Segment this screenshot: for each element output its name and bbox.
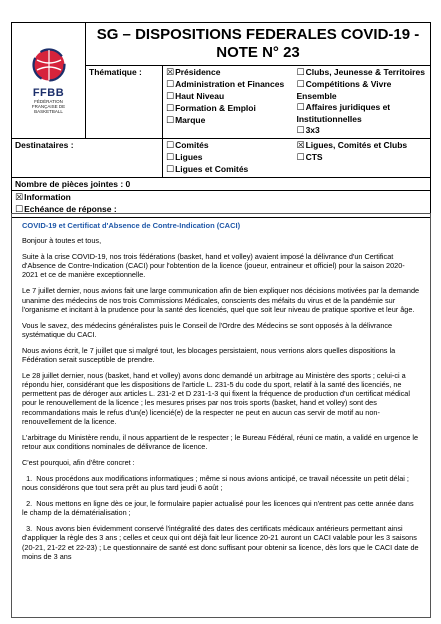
document-body — [11, 213, 431, 618]
body-paragraph: L'arbitrage du Ministère rendu, il nous appartient de le respecter ; le Bureau Fédéral, réuni ce matin, a validé en urgence le retour aux conditions nominales de délivrance de licence. — [22, 432, 421, 451]
thematique-option-label: Administration et Finances — [175, 79, 285, 89]
body-paragraph: Le 28 juillet dernier, nous (basket, hand et volley) avons donc demandé un arbitrage au Ministère des sports ; celui-ci a répondu hier, considérant que les dispositions de l'article L. 231-5 du code du sport, relatif à la santé des licenciés, ne permettent pas de déroger aux articles L. 231-2 et D 231-1-3 qui fixent la fréquence de production d'un certificat médical pour le renouvellement de la licence ; les mesures prises par nos trois sports (basket, hand et volley) sont des recommandations mais le refus d'un(e) licencié(e) de la respecter ne peut en aucun cas servir de motif au non-renouvellement de la licence. — [22, 371, 412, 426]
body-paragraph: 1. Nous procédons aux modifications informatiques ; même si nous avions anticipé, ce travail nécessite un petit délai ; nous considérons que tout sera prêt au plus tard jeudi 6 août ; — [22, 473, 411, 493]
unchecked-box-icon[interactable]: ☐ — [296, 126, 305, 136]
info-option — [15, 192, 427, 204]
destinataire-option — [166, 140, 297, 152]
checked-box-icon[interactable]: ☒ — [15, 193, 24, 203]
body-paragraphs — [22, 236, 420, 561]
destinataire-option — [166, 152, 297, 164]
destinataire-option-label: Comités — [175, 140, 209, 150]
unchecked-box-icon[interactable]: ☐ — [296, 68, 305, 78]
ffbb-logo-icon — [32, 48, 66, 82]
thematique-option-label: Compétitions & Vivre Ensemble — [296, 79, 392, 101]
logo-name: FFBB — [32, 86, 65, 99]
unchecked-box-icon[interactable]: ☐ — [166, 116, 175, 126]
unchecked-box-icon[interactable]: ☐ — [296, 103, 305, 113]
unchecked-box-icon[interactable]: ☐ — [296, 153, 305, 163]
unchecked-box-icon[interactable]: ☐ — [296, 80, 305, 90]
destinataire-option-label: Ligues, Comités et Clubs — [305, 140, 408, 150]
body-paragraph: 3. Nous avons bien évidemment conservé l'intégralité des dates des certificats médicaux antérieurs permettant ainsi d'appliquer la règle des 3 ans ; celles et ceux qui ont déjà fait leur licence 20-21 auront un CACI valable pour les 3 saisons (20-21, 21-22 et 22-23) ; Le questionnaire de santé est donc suffisant pour obtenir sa licence, dès lors que le CACI date de moins de 3 ans — [22, 524, 421, 561]
unchecked-box-icon[interactable]: ☐ — [166, 92, 175, 102]
thematique-option-label: Présidence — [175, 67, 221, 77]
destinataire-option-label: CTS — [305, 152, 323, 162]
info-option-label: Information — [24, 192, 71, 202]
thematique-option — [166, 67, 297, 79]
body-paragraph: Suite à la crise COVID-19, nos trois fédérations (basket, hand et volley) avaient imposé la délivrance d'un Certificat d'Absence de Contre-Indication (CACI) pour l'obtention de la licence (joueur, entraineur et officiel) pour la saison 2020-2021 et ce de manière exceptionnelle. — [22, 252, 405, 280]
destinataires-column-1 — [166, 140, 297, 176]
destinataires-label: Destinataires : — [12, 139, 163, 178]
thematique-option-label: 3x3 — [305, 125, 320, 135]
title-line-1: SG – DISPOSITIONS FEDERALES COVID-19 - — [96, 26, 420, 43]
thematique-option — [166, 79, 297, 91]
body-paragraph: Vous le savez, des médecins généralistes puis le Conseil de l'Ordre des Médecins se sont opposés à la délivrance systématique du CACI. — [22, 320, 395, 339]
destinataire-option — [297, 140, 428, 152]
body-paragraph: Bonjour à toutes et tous, — [22, 236, 102, 246]
unchecked-box-icon[interactable]: ☐ — [166, 104, 175, 114]
logo-subtitle-2: FRANÇAISE DE — [31, 103, 66, 109]
thematique-option — [166, 103, 297, 115]
body-paragraph: Nous avions écrit, le 7 juillet que si malgré tout, les blocages persistaient, nous verrions alors quelles dispositions la Fédération serait susceptible de prendre. — [22, 345, 398, 365]
unchecked-box-icon[interactable]: ☐ — [166, 165, 175, 175]
document-title — [86, 23, 431, 66]
thematique-option-label: Marque — [175, 115, 206, 125]
thematique-options — [163, 66, 431, 139]
destinataire-option-label: Ligues — [175, 152, 203, 162]
thematique-column-1 — [166, 67, 297, 137]
header-table — [11, 22, 431, 218]
checked-box-icon[interactable]: ☒ — [166, 68, 175, 78]
unchecked-box-icon[interactable]: ☐ — [166, 80, 175, 90]
body-paragraph: Le 7 juillet dernier, nous avions fait une large communication afin de bien expliquer nos décisions motivées par la demande unanime des médecins de nos trois Commissions Médicales, conscients des méfaits du virus et de la pandémie sur l'organisme et incitant à la prudence pour la santé des licenciés, quel que soit leur niveau de pratique sportive et leur âge. — [22, 286, 422, 314]
thematique-label: Thématique : — [86, 66, 163, 139]
thematique-option — [297, 102, 428, 125]
logo-cell — [12, 23, 86, 139]
logo-subtitle-3: BASKETBALL — [34, 108, 63, 114]
thematique-option — [297, 67, 428, 79]
thematique-column-2 — [297, 67, 428, 137]
destinataire-option — [166, 164, 297, 176]
thematique-option — [297, 125, 428, 137]
destinataires-options — [163, 139, 431, 178]
body-title: COVID-19 et Certificat d'Absence de Contre-Indication (CACI) — [22, 221, 241, 230]
thematique-option-label: Clubs, Jeunesse & Territoires — [305, 67, 425, 77]
info-option-label: Echéance de réponse : — [24, 204, 117, 214]
thematique-option-label: Formation & Emploi — [175, 103, 256, 113]
body-paragraph: 2. Nous mettons en ligne dès ce jour, le formulaire papier actualisé pour les licences qui n'entrent pas cette année dans le champ de la dématérialisation ; — [22, 499, 416, 518]
thematique-option-label: Haut Niveau — [175, 91, 225, 101]
logo-subtitle-1: FÉDÉRATION — [34, 98, 63, 104]
body-paragraph: C'est pourquoi, afin d'être concret : — [22, 457, 135, 467]
destinataire-option — [297, 152, 428, 164]
thematique-option — [166, 115, 297, 127]
thematique-option-label: Affaires juridiques et Institutionnelles — [296, 102, 391, 124]
thematique-option — [297, 79, 428, 102]
unchecked-box-icon[interactable]: ☐ — [166, 153, 175, 163]
unchecked-box-icon[interactable]: ☐ — [166, 141, 175, 151]
destinataire-option-label: Ligues et Comités — [175, 164, 249, 174]
destinataires-column-2 — [297, 140, 428, 176]
checked-box-icon[interactable]: ☒ — [296, 141, 305, 151]
title-line-2: NOTE N° 23 — [216, 44, 300, 61]
pieces-jointes: Nombre de pièces jointes : 0 — [12, 178, 431, 191]
thematique-option — [166, 91, 297, 103]
unchecked-box-icon[interactable]: ☐ — [15, 205, 24, 215]
